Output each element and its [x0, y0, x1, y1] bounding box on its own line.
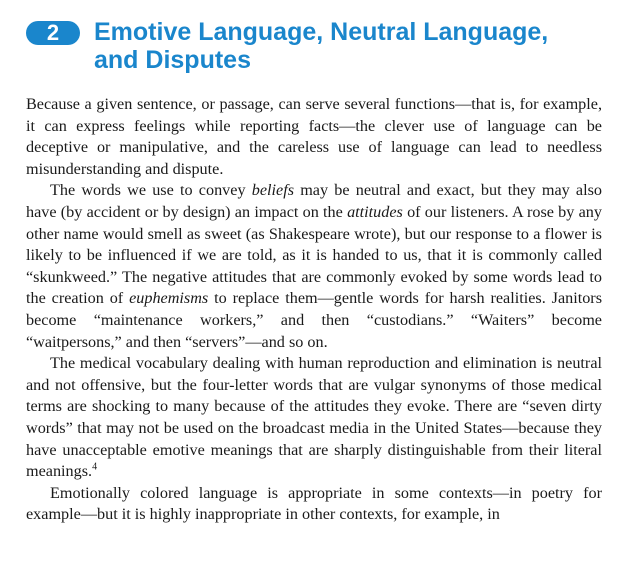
- paragraph-3-text: The medical vocabulary dealing with human reproduction and elimination is neutral and not offensive, but the four-letter words that are vulgar synonyms of those medical terms are shocking to many because of the attitudes they evoke. There are “seven dirty words” that may not be used on the broadcast media in the United States—because they have unacceptable emotive meanings that are sharply distinguishable from their literal meanings.: [26, 354, 602, 481]
- section-title: [94, 18, 548, 74]
- section-heading: [26, 18, 602, 74]
- paragraph-2-part-c: of our listeners. A rose by any other name would smell as sweet (as Shakespeare wrote), but our response to a flower is likely to be influenced if we are told, as it is handed to us, that it is commonly called “skunkweed.” The negative attitudes that are commonly evoked by some words lead to the creation of: [26, 202, 602, 308]
- paragraph-2-part-a: The words we use to convey: [50, 181, 252, 200]
- section-title-line-1: Emotive Language, Neutral Language,: [94, 18, 549, 46]
- paragraph-2-part-b: may be neutral and exact, but they may also have (by accident or by design) an impact on the: [26, 181, 602, 221]
- paragraph-2: [26, 180, 602, 353]
- term-attitudes: attitudes: [347, 202, 403, 221]
- term-euphemisms: euphemisms: [129, 289, 209, 308]
- term-beliefs: beliefs: [251, 181, 295, 200]
- body-text: [26, 94, 602, 526]
- footnote-marker: 4: [92, 461, 98, 473]
- paragraph-4: Emotionally colored language is appropriate in some contexts—in poetry for example—but it is highly inappropriate in other contexts, for example, in: [26, 483, 602, 524]
- paragraph-3: [26, 353, 602, 483]
- paragraph-2-part-d: to replace them—gentle words for harsh realities. Janitors become “maintenance workers,” and then “custodians.” “Waiters” become “waitpersons,” and then “servers”—and so on.: [26, 289, 603, 351]
- section-title-line-2: and Disputes: [94, 46, 251, 74]
- section-number-badge: 2: [26, 21, 80, 45]
- paragraph-1: Because a given sentence, or passage, can serve several functions—that is, for example, it can express feelings while reporting facts—the clever use of language can be deceptive or manipulative, and the careless use of language can lead to needless misunderstanding and dispute.: [26, 95, 602, 178]
